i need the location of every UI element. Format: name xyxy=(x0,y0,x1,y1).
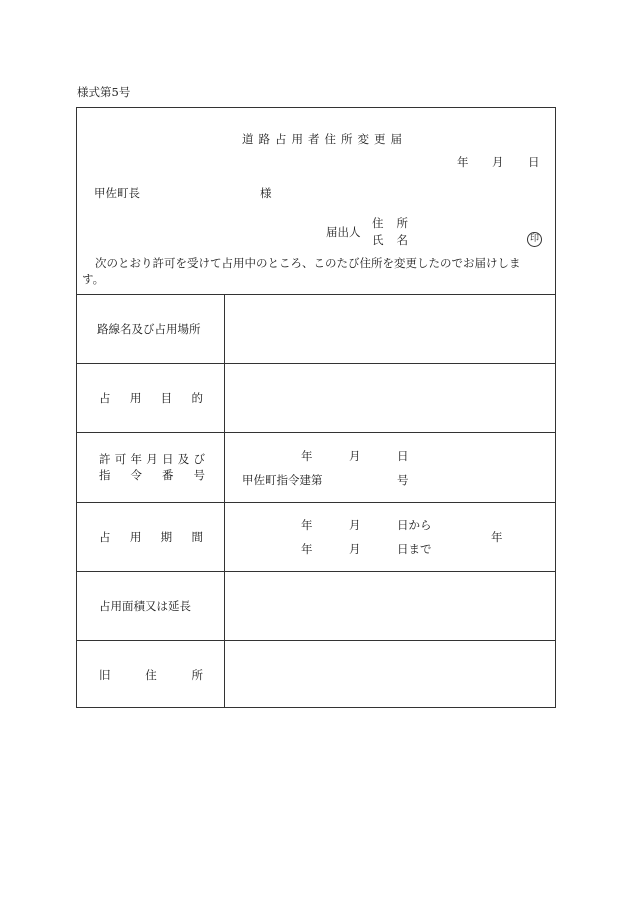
submission-date-month: 月 xyxy=(492,155,504,169)
row-divider xyxy=(77,363,555,364)
area-label: 占用面積又は延長 xyxy=(99,599,191,613)
permit-label-line2: 指 令 番 号 xyxy=(99,468,205,482)
permit-date-month: 月 xyxy=(349,449,361,463)
purpose-label: 占 用 目 的 xyxy=(99,391,203,405)
row-divider xyxy=(77,640,555,641)
submission-date-day: 日 xyxy=(528,155,540,169)
body-text-line1: 次のとおり許可を受けて占用中のところ、このたび住所を変更したのでお届けしま xyxy=(95,256,521,270)
permit-order-suffix: 号 xyxy=(397,473,409,487)
permit-order-prefix: 甲佐町指令建第 xyxy=(242,473,323,487)
permit-date-year: 年 xyxy=(301,449,313,463)
permit-date-day: 日 xyxy=(397,449,409,463)
row-divider xyxy=(77,502,555,503)
permit-label-line1: 許 可 年 月 日 及 び xyxy=(99,452,205,466)
period-from-year: 年 xyxy=(301,518,313,532)
route-label: 路線名及び占用場所 xyxy=(97,322,201,336)
name-label: 氏 名 xyxy=(372,233,408,247)
period-from-month: 月 xyxy=(349,518,361,532)
row-divider xyxy=(77,432,555,433)
old-address-label: 旧 住 所 xyxy=(99,668,203,682)
period-to-year: 年 xyxy=(301,542,313,556)
column-divider xyxy=(224,294,225,708)
applicant-label: 届出人 xyxy=(326,225,361,239)
honorific: 様 xyxy=(260,186,272,200)
form-title: 道路占用者住所変更届 xyxy=(242,132,407,146)
period-duration-unit: 年 xyxy=(491,530,503,544)
addressee: 甲佐町長 xyxy=(94,186,140,200)
period-to-month: 月 xyxy=(349,542,361,556)
submission-date-year: 年 xyxy=(457,155,469,169)
form-box xyxy=(76,107,556,708)
period-label: 占 用 期 間 xyxy=(99,530,203,544)
address-label: 住 所 xyxy=(372,216,408,230)
form-number: 様式第5号 xyxy=(77,85,131,99)
body-text-line2: す。 xyxy=(82,272,105,286)
row-divider xyxy=(77,571,555,572)
seal-mark: 印 xyxy=(527,232,542,247)
period-to-day: 日まで xyxy=(397,542,432,556)
period-from-day: 日から xyxy=(397,518,432,532)
table-top-line xyxy=(77,294,555,295)
